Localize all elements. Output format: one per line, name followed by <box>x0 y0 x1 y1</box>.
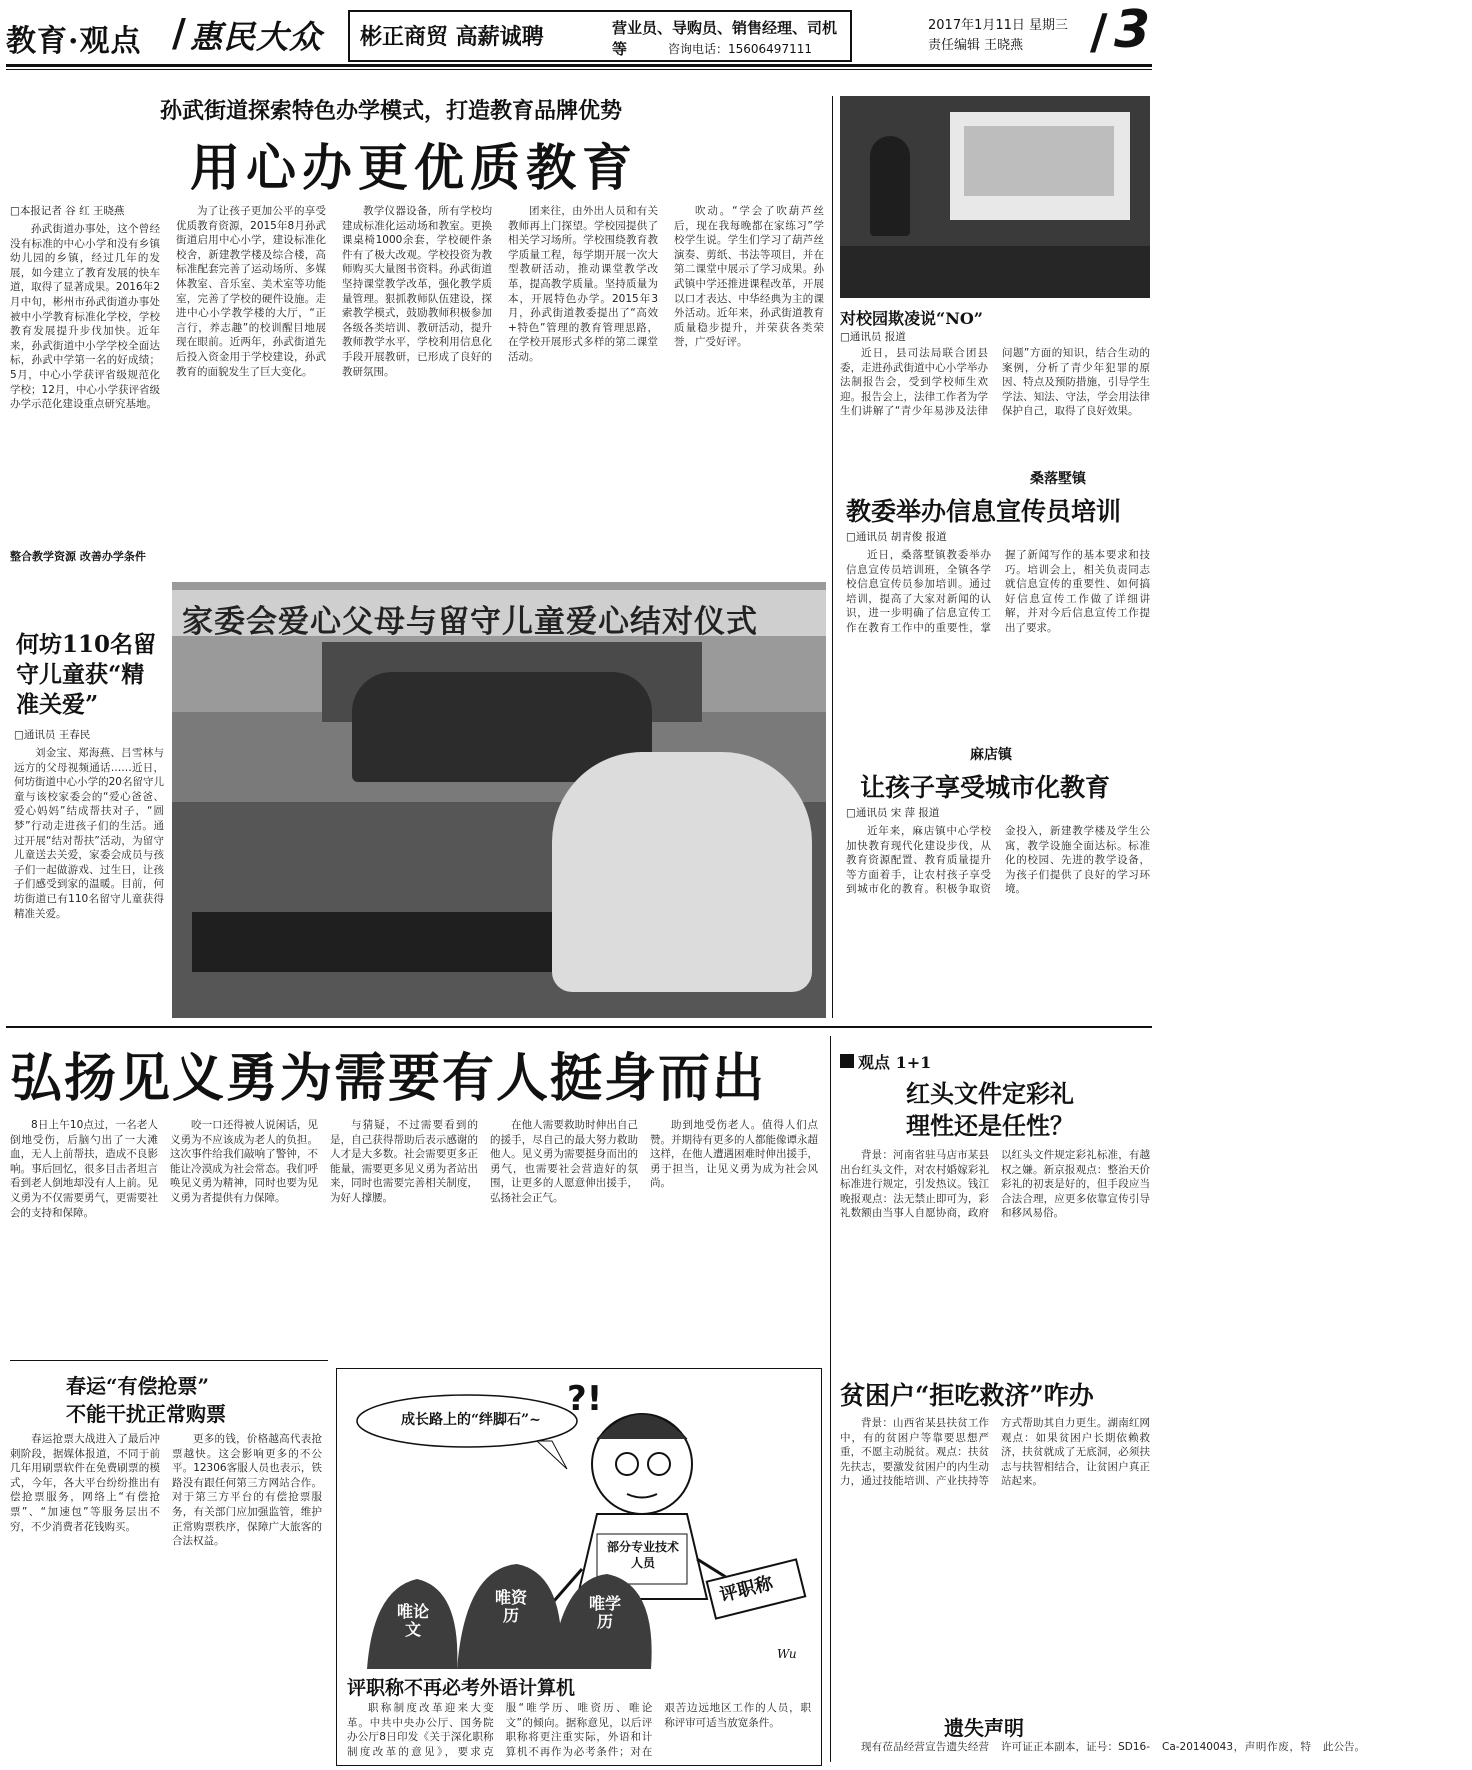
ad-phone: 咨询电话：15606497111 <box>668 42 812 56</box>
recruitment-ad <box>348 10 852 62</box>
screen-content <box>964 126 1114 196</box>
opinion-side-text: 背景：河南省驻马店市某县出台红头文件，对农村婚嫁彩礼标准进行规定，引发热议。钱江晚报观点：法无禁止即可为，彩礼数额由当事人自愿协商，政府以红头文件规定彩礼标准，有越权之嫌。新京报观点：整治天价彩礼的初衷是好的，但手段应当合法合理，应更多依靠宣传引导和移风易俗。 <box>840 1149 1150 1220</box>
ticket-title-2: 不能干扰正常购票 <box>66 1402 226 1426</box>
masthead-rule <box>6 64 1152 67</box>
lead-title: 用心办更优质教育 <box>190 139 638 197</box>
speaker-figure <box>870 136 910 236</box>
lead-column-1: 孙武街道办事处，这个曾经没有标准的中心小学和没有乡镇幼儿园的乡镇，经过几年的发展，如今建立了教育发展的快车道，取得了显著成果。2016年2月中旬，彬州市孙武街道办事处被中小学教育标准化学校，学校教育发展提升步伐加快。近年来，孙武街道中小学学校全面达标，孙武中学第一名的好成绩；5月，中心小学获评省级规范化学校；12月，中心小学获评省级办学示范化建设重点研究基地。 <box>10 223 160 411</box>
photo-rule-text: 近日，县司法局联合团县委，走进孙武街道中心小学举办法制报告会，受到学校师生欢迎。报告会上，法律工作者为学生们讲解了“青少年易涉及法律问题”方面的知识，结合生动的案例，分析了青少年犯罪的原因、特点及预防措施，引导学生学法、知法、守法，学会用法律保护自己，取得了良好效果。 <box>840 347 1150 418</box>
ticket-title-1: 春运“有偿抢票” <box>66 1374 210 1398</box>
lead-column-5: 吹动。“学会了吹葫芦丝后，现在我每晚都在家练习”学校学生说。学生们学习了葫芦丝演奏、剪纸、书法等项目，并在第二课堂中展示了学习成果。孙武镇中学还推进课程改革，开展以口才表达、中华经典为主的课外活动。近年来，孙武街道教育质量稳步提升，并荣获各类荣誉，广受好评。 <box>674 205 824 349</box>
cartoon-caption-title: 评职称不再必考外语计算机 <box>347 1677 576 1699</box>
opinion-side2-text: 背景：山西省某县扶贫工作中，有的贫困户等靠要思想严重，不愿主动脱贫。观点：扶贫先扶志，要激发贫困户的内生动力，通过技能培训、产业扶持等方式帮助其自力更生。湖南红网观点：如果贫困户长期依赖救济，扶贫就成了无底洞，必须扶志与扶智相结合，让贫困户真正站起来。 <box>840 1417 1150 1488</box>
side2-kicker: 麻店镇 <box>970 747 1012 763</box>
brand-logo: 惠民大众 <box>190 18 323 56</box>
masthead-rule-thin <box>6 69 1152 70</box>
photo-rule-title: 对校园欺凌说“NO” <box>840 309 983 328</box>
opinion-column-3: 与猜疑，不过需要看到的是，自己获得帮助后表示感谢的人才是大多数。社会需要更多正能量，需要更多见义勇为者站出来，同时也需要完善相关制度，为好人撑腰。 <box>330 1119 478 1204</box>
right-column-divider <box>832 96 833 1018</box>
side2-title: 让孩子享受城市化教育 <box>860 773 1111 802</box>
cartoon-stone-1: 唯论文 <box>396 1602 429 1639</box>
side1-byline: □通讯员 胡青俊 报道 <box>846 531 947 543</box>
lead-footer-tag: 整合教学资源 改善办学条件 <box>10 550 146 563</box>
lead-column-4: 团来往，由外出人员和有关教师再上门探望。学校园提供了相关学习场所。学校围绕教育教学质量工程，每学期开展一次大型教研活动，推动课堂教学改革，提高教学质量。坚持质量为本，开展特色办学。2015年3月，孙武街道教委提出了“高效+特色”管理的教育管理思路，在学校开展形式多样的第二课堂活动。 <box>508 205 658 363</box>
cartoon-speech: 成长路上的“绊脚石”~ <box>401 1412 541 1428</box>
opinion-column-5: 助到地受伤老人。值得人们点赞。并期待有更多的人都能像谭永超这样，在他人遭遇困难时伸出援手，勇于担当，让见义勇为成为社会风尚。 <box>650 1119 818 1190</box>
cartoon-stone-2: 唯资历 <box>494 1588 527 1625</box>
ad-positions: 营业员、导购员、销售经理、司机等 <box>612 19 838 58</box>
opinion-side-kicker: 观点 1+1 <box>858 1053 932 1072</box>
opinion-right-divider <box>830 1036 831 1762</box>
cartoon-frame <box>336 1368 822 1766</box>
cartoon-exclaim: ?! <box>567 1379 603 1419</box>
ticket-column-1: 春运抢票大战进入了最后冲刺阶段，据媒体报道，不同于前几年用刷票软件在免费刷票的模式，今年，各大平台纷纷推出有偿抢票服务，网络上“有偿抢票”、“加速包”等服务层出不穷，不少消费者花钱购买。 <box>10 1433 160 1533</box>
lead-column-3: 教学仪器设备，所有学校均建成标准化运动场和教室。更换课桌椅1000余套，学校硬件条件有了极大改观。学校投资为教师购买大量图书资料。孙武街道坚持课堂教学改革，强化教学质量管理。狠抓教师队伍建设，探索教学模式，鼓励教师积极参加各级各类培训、教研活动，提升教师教学水平，学校利用信息化手段开展教研，已形成了良好的教研氛围。 <box>342 205 492 378</box>
opinion-title: 弘扬见义勇为需要有人挺身而出 <box>10 1049 767 1109</box>
ticket-top-rule <box>10 1360 328 1361</box>
ticket-column-2: 更多的钱，价格越高代表抢票越快。这会影响更多的不公平。12306客服人员也表示，铁路没有跟任何第三方网站合作。对于第三方平台的有偿抢票服务，有关部门应加强监管，维护正常购票秩序，保障广大旅客的合法权益。 <box>172 1433 322 1548</box>
keyboards <box>192 912 552 972</box>
cartoon-label: 评职称 <box>717 1572 776 1607</box>
children-with-crowns <box>552 752 812 992</box>
opinion-marker <box>840 1054 854 1068</box>
side2-text: 近年来，麻店镇中心学校加快教育现代化建设步伐，从教育资源配置、教育质量提升等方面着手，让农村孩子享受到城市化的教育。积极争取资金投入，新建教学楼及学生公寓，教学设施全面达标。标准化的校园、先进的教学设备，为孩子们提供了良好的学习环境。 <box>846 825 1150 896</box>
audience-row <box>840 246 1150 298</box>
issue-date: 2017年1月11日 星期三 <box>928 18 1069 33</box>
notice-title: 遗失声明 <box>944 1716 1024 1740</box>
classroom-lecture-photo <box>840 96 1150 298</box>
notice-text: 现有莅品经营宣告遗失经营许可证正本副本，证号：SD16-Ca-20140043，声明作废，特此公告。 <box>861 1741 1365 1753</box>
side1-title: 教委举办信息宣传员培训 <box>846 497 1122 526</box>
page-editor: 责任编辑 王晓燕 <box>928 38 1024 53</box>
page-slash: / <box>1090 4 1108 60</box>
opinion-column-1: 8日上午10点过，一名老人倒地受伤，后脑勺出了一大滩血，无人上前帮扶，造成不良影响。事后回忆，很多目击者坦言看到老人倒地却没有人上前。见义勇为不仅需要勇气，更需要社会的支持和保障。 <box>10 1119 158 1219</box>
side2-byline: □通讯员 宋 萍 报道 <box>846 807 940 819</box>
left-feature-title: 何坊110名留守儿童获“精准关爱” <box>16 631 157 718</box>
opinion-side2-title: 贫困户“拒吃救济”咋办 <box>840 1381 1094 1410</box>
ad-title: 彬正商贸 高薪诚聘 <box>360 24 544 50</box>
opinion-column-2: 咬一口还得被人说闲话，见义勇为不应该成为老人的负担。这次事件给我们敲响了警钟，不能让冷漠成为社会常态。我们呼唤见义勇为精神，同时也要为见义勇为者提供有力保障。 <box>170 1119 318 1204</box>
side1-text: 近日，桑落墅镇教委举办信息宣传员培训班，全镇各学校信息宣传员参加培训。通过培训，提高了大家对新闻的认识，进一步明确了信息宣传工作在教育工作中的重要性，掌握了新闻写作的基本要求和技巧。培训会上，相关负责同志就信息宣传的重要性、如何搞好信息宣传工作做了详细讲解，并对今后信息宣传工作提出了要求。 <box>846 549 1150 634</box>
lead-byline: □本报记者 谷 红 王晓燕 <box>10 205 125 217</box>
masthead-slash: / <box>172 10 186 55</box>
lead-subtitle: 孙武街道探索特色办学模式，打造教育品牌优势 <box>160 98 623 124</box>
left-feature-text: 刘金宝、郑海燕、吕雪林与远方的父母视频通话……近日，何坊街道中心小学的20名留守儿童与该校家委会的“爱心爸爸、爱心妈妈”结成帮扶对子，“圆梦”行动走进孩子们的生活。通过开展“结对帮扶”活动，为留守儿童送去关爱，家委会成员与孩子们一起做游戏、过生日，让孩子们感受到家的温暖。目前，何坊街道已有110名留守儿童获得精准关爱。 <box>14 747 164 920</box>
lead-column-2: 为了让孩子更加公平的享受优质教育资源，2015年8月孙武街道启用中心小学，建设标准化校舍，新建教学楼及综合楼，高标准配套完善了运动场所、多媒体教室、音乐室、美术室等功能室，完善了学校的硬件设施。走进中心小学教学楼的大厅，“正言行，养志趣”的校训醒目地展现在眼前。近两年，孙武街道先后投入资金用于学校建设，孙武教育的面貌发生了巨大变化。 <box>176 205 326 378</box>
cartoon-signature: Wu <box>777 1647 797 1661</box>
banner-text: 家委会爱心父母与留守儿童爱心结对仪式 <box>182 604 758 640</box>
page-number: 3 <box>1114 0 1151 60</box>
section-divider <box>6 1026 1152 1028</box>
side1-kicker: 桑落墅镇 <box>1030 471 1086 487</box>
opinion-column-4: 在他人需要救助时伸出自己的援手，尽自己的最大努力救助他人。见义勇为需要挺身而出的勇气，也需要社会营造好的氛围，让更多的人愿意伸出援手，弘扬社会正气。 <box>490 1119 638 1204</box>
pairing-ceremony-photo <box>172 582 826 1018</box>
left-feature-byline: □通讯员 王春民 <box>14 729 91 741</box>
section-name: 教育·观点 <box>6 24 142 59</box>
photo-rule-byline: □通讯员 报道 <box>840 331 906 343</box>
opinion-side-title: 红头文件定彩礼 理性还是任性？ <box>906 1079 1074 1140</box>
cartoon-stone-3: 唯学历 <box>588 1594 621 1631</box>
cartoon-caption-text: 职称制度改革迎来大变革。中共中央办公厅、国务院办公厅8日印发《关于深化职称制度改革的意见》，要求克服“唯学历、唯资历、唯论文”的倾向。据称意见，以后评职称将更注重实际，外语和计算机不再作为必考条件；对在艰苦边远地区工作的人员，职称评审可适当放宽条件。 <box>347 1702 811 1758</box>
cartoon-sign: 部分专业技术人员 <box>606 1540 679 1570</box>
